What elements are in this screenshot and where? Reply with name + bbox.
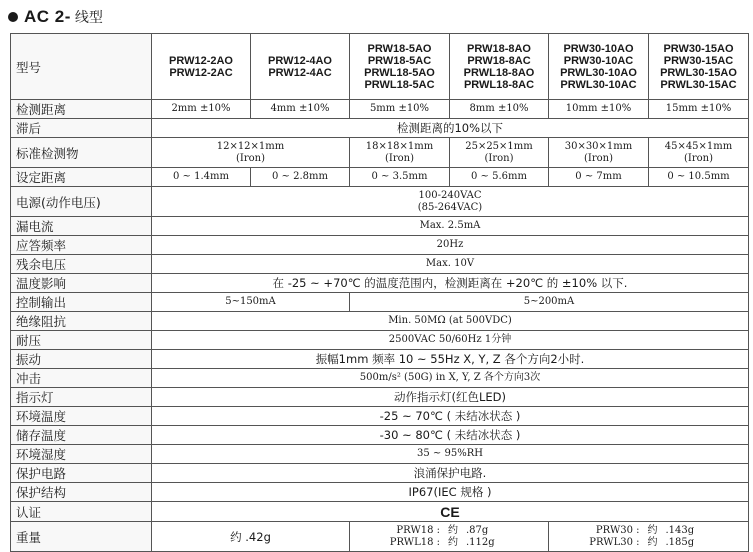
shock-value: 500m/s² (50G) in X, Y, Z 各个方向3次 [152, 369, 749, 388]
table-row [11, 445, 749, 464]
table-row [11, 407, 749, 426]
row-label: 重量 [11, 522, 152, 552]
ambient-humidity-value: 35 ~ 95%RH [152, 445, 749, 464]
row-label: 标准检测物 [11, 138, 152, 168]
bullet-icon [8, 12, 18, 22]
power-value: 100-240VAC (85-264VAC) [152, 187, 749, 217]
table-row [11, 255, 749, 274]
table-row [11, 522, 749, 552]
table-row [11, 100, 749, 119]
standard-object-cell: 30×30×1mm (Iron) [549, 138, 649, 168]
table-row [11, 426, 749, 445]
table-row [11, 388, 749, 407]
indicator-value: 动作指示灯(红色LED) [152, 388, 749, 407]
set-distance-cell: 0 ~ 7mm [549, 168, 649, 187]
hysteresis-value: 检测距离的10%以下 [152, 119, 749, 138]
temp-effect-value: 在 -25 ~ +70℃ 的温度范围内，检测距离在 +20℃ 的 ±10% 以下. [152, 274, 749, 293]
insulation-value: Min. 50MΩ (at 500VDC) [152, 312, 749, 331]
row-label: 环境温度 [11, 407, 152, 426]
heading-subtitle: 线型 [74, 10, 103, 26]
ce-mark-icon: CE [440, 504, 460, 520]
row-label-model: 型号 [11, 34, 152, 100]
model-cell: PRW30-10AO PRW30-10AC PRWL30-10AO PRWL30-10AC [549, 34, 649, 100]
row-label: 环境湿度 [11, 445, 152, 464]
table-row [11, 350, 749, 369]
storage-temp-value: -30 ~ 80℃ ( 未结冰状态 ) [152, 426, 749, 445]
certification-value [152, 502, 749, 522]
row-label: 保护电路 [11, 464, 152, 483]
row-label: 指示灯 [11, 388, 152, 407]
table-row [11, 331, 749, 350]
detect-distance-cell: 15mm ±10% [649, 100, 749, 119]
set-distance-cell: 0 ~ 3.5mm [350, 168, 450, 187]
weight-18-cell: PRW18 : 约 .87g PRWL18 : 约 .112g [350, 522, 549, 552]
vibration-value: 振幅1mm 频率 10 ~ 55Hz X, Y, Z 各个方向2小时. [152, 350, 749, 369]
response-value: 20Hz [152, 236, 749, 255]
table-row [11, 369, 749, 388]
table-row [11, 187, 749, 217]
row-label: 漏电流 [11, 217, 152, 236]
leakage-value: Max. 2.5mA [152, 217, 749, 236]
row-label: 温度影响 [11, 274, 152, 293]
dielectric-value: 2500VAC 50/60Hz 1分钟 [152, 331, 749, 350]
model-cell: PRW30-15AO PRW30-15AC PRWL30-15AO PRWL30-15AC [649, 34, 749, 100]
standard-object-cell: 12×12×1mm (Iron) [152, 138, 350, 168]
protection-circuit-value: 浪涌保护电路. [152, 464, 749, 483]
heading-code: AC 2- [24, 7, 71, 26]
row-label: 电源(动作电压) [11, 187, 152, 217]
row-label: 保护结构 [11, 483, 152, 502]
table-row [11, 34, 749, 100]
table-row [11, 293, 749, 312]
detect-distance-cell: 4mm ±10% [251, 100, 350, 119]
residual-value: Max. 10V [152, 255, 749, 274]
model-cell: PRW12-2AO PRW12-2AC [152, 34, 251, 100]
row-label: 滞后 [11, 119, 152, 138]
table-row [11, 274, 749, 293]
standard-object-cell: 45×45×1mm (Iron) [649, 138, 749, 168]
table-row [11, 312, 749, 331]
model-cell: PRW18-8AO PRW18-8AC PRWL18-8AO PRWL18-8AC [450, 34, 549, 100]
detect-distance-cell: 8mm ±10% [450, 100, 549, 119]
row-label: 振动 [11, 350, 152, 369]
row-label: 检测距离 [11, 100, 152, 119]
table-row [11, 483, 749, 502]
model-cell: PRW18-5AO PRW18-5AC PRWL18-5AO PRWL18-5AC [350, 34, 450, 100]
set-distance-cell: 0 ~ 1.4mm [152, 168, 251, 187]
control-output-cell: 5~200mA [350, 293, 749, 312]
detect-distance-cell: 5mm ±10% [350, 100, 450, 119]
ambient-temp-value: -25 ~ 70℃ ( 未结冰状态 ) [152, 407, 749, 426]
table-row [11, 217, 749, 236]
row-label: 残余电压 [11, 255, 152, 274]
table-row [11, 502, 749, 522]
row-label: 控制输出 [11, 293, 152, 312]
detect-distance-cell: 2mm ±10% [152, 100, 251, 119]
table-row [11, 464, 749, 483]
section-heading [8, 6, 103, 28]
row-label: 认证 [11, 502, 152, 522]
table-row [11, 138, 749, 168]
weight-30-cell: PRW30 : 约 .143g PRWL30 : 约 .185g [549, 522, 749, 552]
table-row [11, 168, 749, 187]
standard-object-cell: 25×25×1mm (Iron) [450, 138, 549, 168]
set-distance-cell: 0 ~ 2.8mm [251, 168, 350, 187]
control-output-cell: 5~150mA [152, 293, 350, 312]
set-distance-cell: 0 ~ 10.5mm [649, 168, 749, 187]
table-row [11, 119, 749, 138]
standard-object-cell: 18×18×1mm (Iron) [350, 138, 450, 168]
protection-structure-value: IP67(IEC 规格 ) [152, 483, 749, 502]
row-label: 耐压 [11, 331, 152, 350]
row-label: 冲击 [11, 369, 152, 388]
set-distance-cell: 0 ~ 5.6mm [450, 168, 549, 187]
model-cell: PRW12-4AO PRW12-4AC [251, 34, 350, 100]
row-label: 绝缘阻抗 [11, 312, 152, 331]
weight-12-cell: 约 .42g [152, 522, 350, 552]
row-label: 设定距离 [11, 168, 152, 187]
detect-distance-cell: 10mm ±10% [549, 100, 649, 119]
row-label: 应答频率 [11, 236, 152, 255]
row-label: 储存温度 [11, 426, 152, 445]
spec-table [10, 33, 749, 552]
table-row [11, 236, 749, 255]
